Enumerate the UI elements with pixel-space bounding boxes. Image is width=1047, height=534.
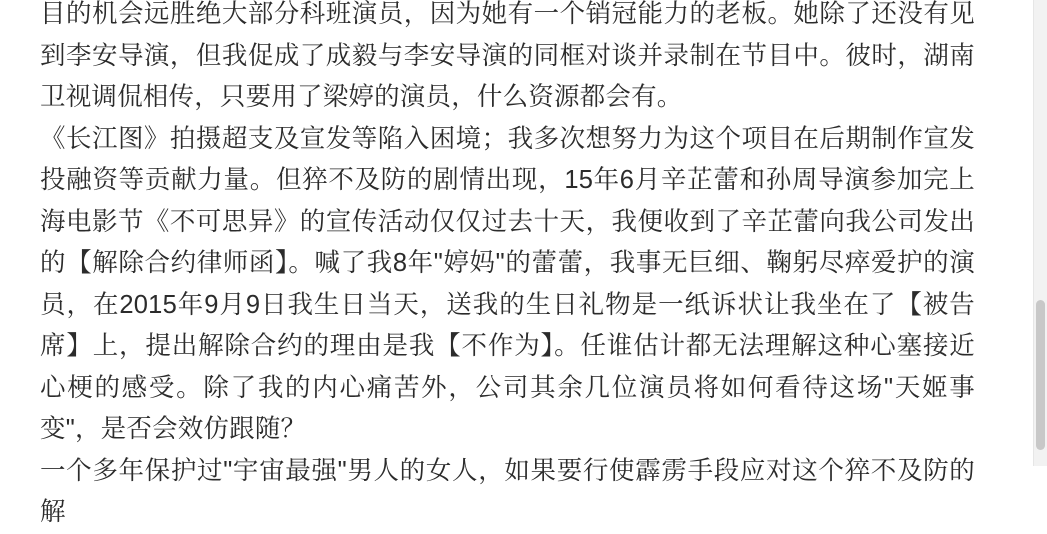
paragraph: 目的机会远胜绝大部分科班演员，因为她有一个销冠能力的老板。她除了还没有见到李安导演，但我促成了成毅与李安导演的同框对谈并录制在节目中。彼时，湖南卫视调侃相传，只要用了梁婷的演员，什么资源都会有。 [40, 0, 975, 111]
vertical-scroll-thumb[interactable] [1036, 300, 1045, 450]
paragraph: 一个多年保护过"宇宙最强"男人的女人，如果要行使霹雳手段应对这个猝不及防的解 [40, 456, 975, 526]
paragraph: 《长江图》拍摄超支及宣发等陷入困境；我多次想努力为这个项目在后期制作宣发投融资等贡献力量。但猝不及防的剧情出现，15年6月辛芷蕾和孙周导演参加完上海电影节《不可思异》的宣传活动仅仅过去十天，我便收到了辛芷蕾向我公司发出的【解除合约律师函】。喊了我8年"婷妈"的蕾蕾，我事无巨细、鞠躬尽瘁爱护的演员，在2015年9月9日我生日当天，送我的生日礼物是一纸诉状让我坐在了【被告席】上，提出解除合约的理由是我【不作为】。任谁估计都无法理解这种心塞接近心梗的感受。除了我的内心痛苦外，公司其余几位演员将如何看待这场"天姬事变"，是否会效仿跟随？ [40, 124, 975, 443]
vertical-scrollbar[interactable] [1033, 0, 1047, 466]
